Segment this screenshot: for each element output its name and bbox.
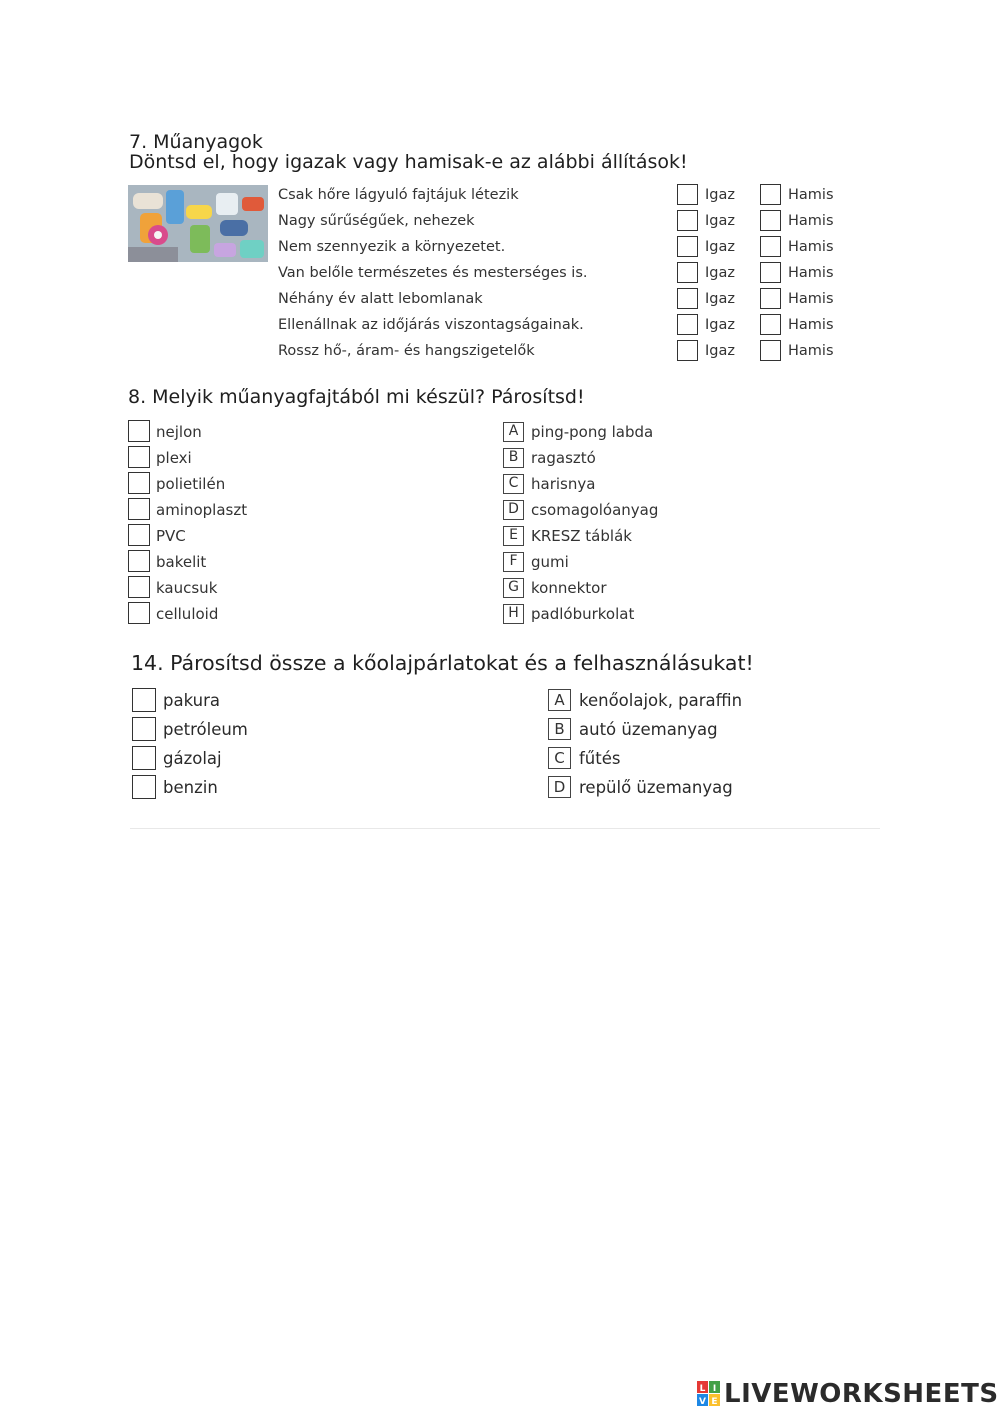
q7-statement: Rossz hő-, áram- és hangszigetelők	[278, 343, 535, 359]
q7-statement: Nagy sűrűségűek, nehezek	[278, 213, 475, 229]
q8-right-item: ragasztó	[531, 449, 596, 467]
q8-right-item: KRESZ táblák	[531, 527, 632, 545]
match-answer-box[interactable]	[132, 775, 156, 799]
match-answer-box[interactable]	[128, 576, 150, 598]
hamis-label: Hamis	[788, 343, 834, 359]
igaz-checkbox[interactable]	[677, 314, 698, 335]
q14-title: 14. Párosítsd össze a kőolajpárlatokat és a felhasználásukat!	[131, 651, 754, 675]
q8-left-item: celluloid	[156, 605, 219, 623]
igaz-label: Igaz	[705, 291, 735, 307]
q8-letter-box: F	[503, 552, 524, 572]
q8-left-item: aminoplaszt	[156, 501, 248, 519]
q7-statement: Van belőle természetes és mesterséges is.	[278, 265, 588, 281]
q8-left-item: nejlon	[156, 423, 202, 441]
hamis-label: Hamis	[788, 265, 834, 281]
q8-title: 8. Melyik műanyagfajtából mi készül? Párosítsd!	[128, 386, 585, 408]
q8-left-item: polietilén	[156, 475, 226, 493]
q8-left-item: plexi	[156, 449, 192, 467]
hamis-checkbox[interactable]	[760, 236, 781, 257]
hamis-checkbox[interactable]	[760, 210, 781, 231]
igaz-label: Igaz	[705, 317, 735, 333]
hamis-label: Hamis	[788, 187, 834, 203]
q14-letter-box: C	[548, 747, 571, 769]
match-answer-box[interactable]	[128, 420, 150, 442]
q14-right-item: repülő üzemanyag	[579, 778, 733, 797]
q14-letter-box: A	[548, 689, 571, 711]
igaz-label: Igaz	[705, 343, 735, 359]
q14-letter-box: D	[548, 776, 571, 798]
hamis-checkbox[interactable]	[760, 340, 781, 361]
q8-right-item: padlóburkolat	[531, 605, 635, 623]
q14-right-item: autó üzemanyag	[579, 720, 718, 739]
q8-letter-box: H	[503, 604, 524, 624]
igaz-checkbox[interactable]	[677, 236, 698, 257]
igaz-checkbox[interactable]	[677, 288, 698, 309]
hamis-checkbox[interactable]	[760, 288, 781, 309]
hamis-checkbox[interactable]	[760, 184, 781, 205]
match-answer-box[interactable]	[132, 717, 156, 741]
q14-right-item: fűtés	[579, 749, 621, 768]
hamis-checkbox[interactable]	[760, 262, 781, 283]
match-answer-box[interactable]	[132, 746, 156, 770]
q7-statement: Ellenállnak az időjárás viszontagságainak.	[278, 317, 584, 333]
q8-letter-box: D	[503, 500, 524, 520]
igaz-label: Igaz	[705, 213, 735, 229]
logo-letter: V	[699, 1397, 706, 1407]
q14-left-item: pakura	[163, 691, 220, 710]
igaz-label: Igaz	[705, 239, 735, 255]
hamis-checkbox[interactable]	[760, 314, 781, 335]
q14-right-item: kenőolajok, paraffin	[579, 691, 743, 710]
q8-letter-box: E	[503, 526, 524, 546]
q14-left-item: benzin	[163, 778, 218, 797]
igaz-label: Igaz	[705, 187, 735, 203]
logo-letter: E	[711, 1397, 718, 1407]
igaz-checkbox[interactable]	[677, 184, 698, 205]
hamis-label: Hamis	[788, 317, 834, 333]
logo-block-icon	[697, 1381, 721, 1407]
match-answer-box[interactable]	[128, 498, 150, 520]
igaz-checkbox[interactable]	[677, 262, 698, 283]
match-answer-box[interactable]	[128, 602, 150, 624]
hamis-label: Hamis	[788, 239, 834, 255]
logo-letter: I	[712, 1384, 717, 1394]
q8-left-item: kaucsuk	[156, 579, 218, 597]
match-answer-box[interactable]	[128, 472, 150, 494]
hamis-label: Hamis	[788, 213, 834, 229]
q8-right-item: konnektor	[531, 579, 607, 597]
match-answer-box[interactable]	[132, 688, 156, 712]
q7-instruction: Döntsd el, hogy igazak vagy hamisak-e az alábbi állítások!	[129, 151, 688, 173]
q7-statement: Néhány év alatt lebomlanak	[278, 291, 483, 307]
section-divider	[130, 828, 880, 829]
q14-left-item: petróleum	[163, 720, 248, 739]
plastic-items-photo	[128, 185, 268, 262]
igaz-checkbox[interactable]	[677, 340, 698, 361]
q14-left-item: gázolaj	[163, 749, 222, 768]
q14-letter-box: B	[548, 718, 571, 740]
q8-right-item: gumi	[531, 553, 569, 571]
logo-text: LIVEWORKSHEETS	[724, 1379, 999, 1409]
q8-letter-box: C	[503, 474, 524, 494]
q8-right-item: ping-pong labda	[531, 423, 654, 441]
q8-letter-box: G	[503, 578, 524, 598]
hamis-label: Hamis	[788, 291, 834, 307]
match-answer-box[interactable]	[128, 524, 150, 546]
igaz-checkbox[interactable]	[677, 210, 698, 231]
q8-left-item: bakelit	[156, 553, 207, 571]
q7-statement: Csak hőre lágyuló fajtájuk létezik	[278, 187, 519, 203]
logo-letter: L	[699, 1384, 706, 1394]
match-answer-box[interactable]	[128, 550, 150, 572]
liveworksheets-logo	[697, 1379, 999, 1409]
q8-right-item: harisnya	[531, 475, 596, 493]
q8-letter-box: A	[503, 422, 524, 442]
igaz-label: Igaz	[705, 265, 735, 281]
q7-title: 7. Műanyagok	[129, 131, 263, 153]
q8-left-item: PVC	[156, 527, 186, 545]
q8-right-item: csomagolóanyag	[531, 501, 659, 519]
q8-letter-box: B	[503, 448, 524, 468]
q7-statement: Nem szennyezik a környezetet.	[278, 239, 506, 255]
match-answer-box[interactable]	[128, 446, 150, 468]
